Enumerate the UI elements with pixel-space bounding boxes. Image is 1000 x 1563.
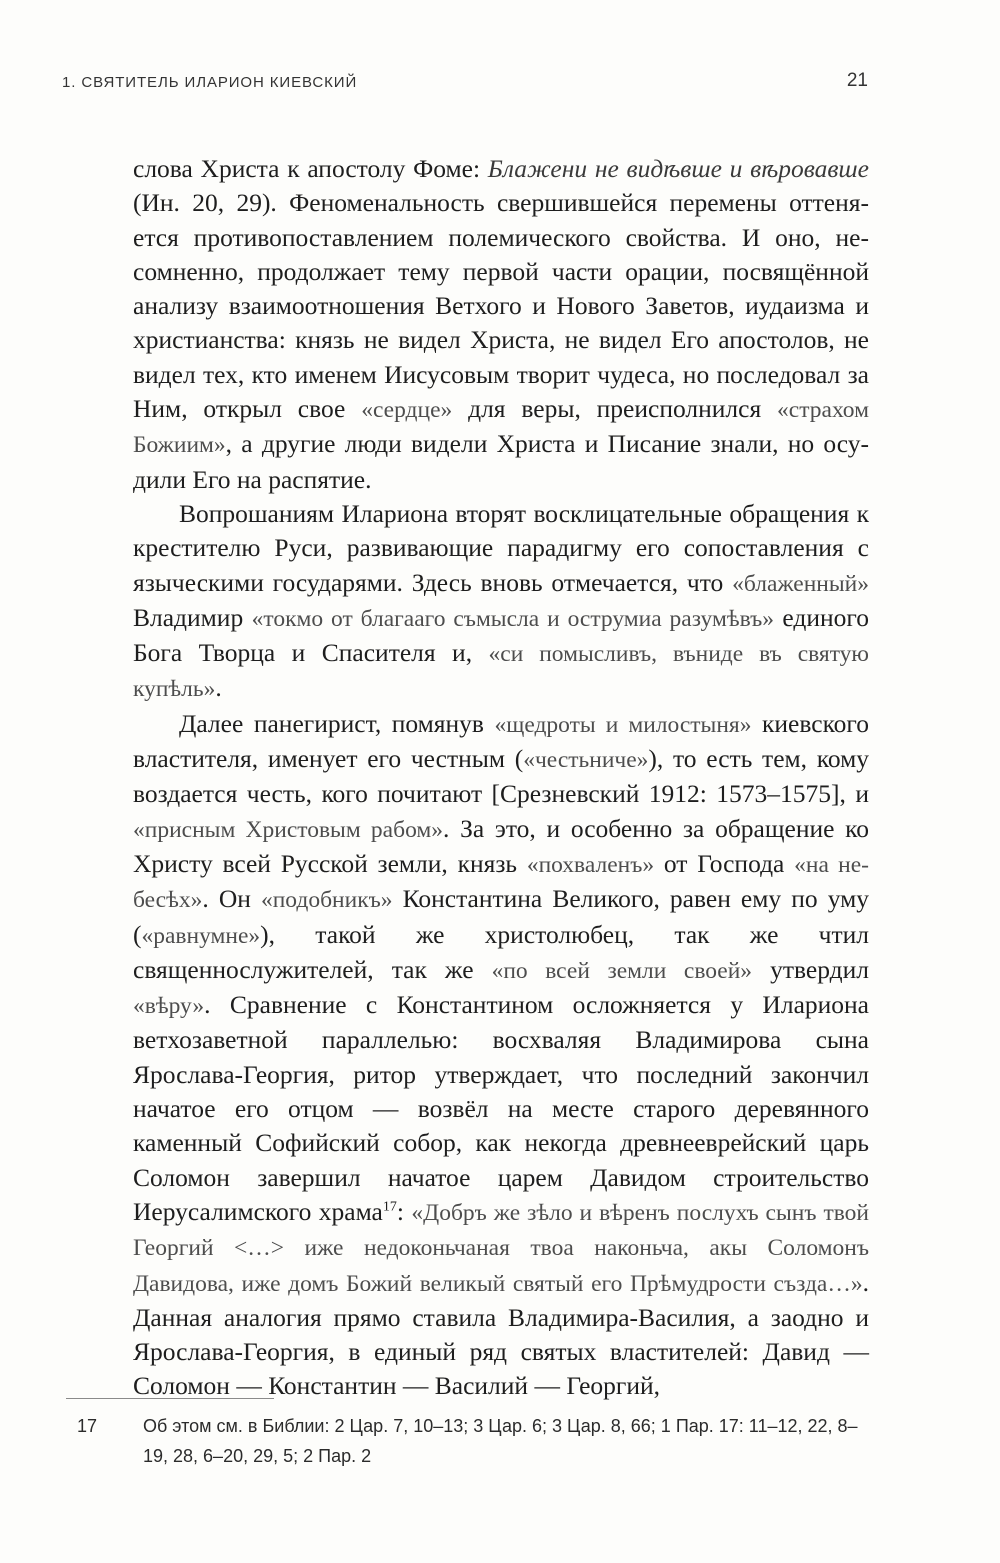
text-run: , а другие люди видели Христа и Писание знали, но осудили Его на распятие. (133, 429, 869, 494)
text-run: слова Христа к апостолу Фоме: (133, 154, 488, 183)
old-russian-quote: «похваленъ» (526, 851, 655, 878)
footnote-text: Об этом см. в Библии: 2 Цар. 7, 10–13; 3 Цар. 6; 3 Цар. 8, 66; 1 Пар. 17: 11–12, 22, 8–19, 28, 6–20, 29, 5; 2 Пар. 2 (143, 1416, 858, 1466)
old-russian-quote: «Добръ же зѣло и вѣренъ послухъ сынъ твой Георгий <…> иже недоконьчаная твоа наконьча, акы Соломонъ Давидова, иже домъ Божий великый святый его Прѣмудрости създа…» (133, 1199, 869, 1297)
text-run: Владимир (133, 602, 252, 632)
body-text (133, 152, 869, 1404)
text-run: . Данная аналогия прямо ставила Владимира-Василия, а заодно и Ярослава-Георгия, в единый ряд святых властителей: Давид — Соломон — Константин — Василий — Георгий, (133, 1267, 869, 1401)
old-russian-quote: «равнумне» (141, 922, 261, 949)
text-run: . Он (202, 884, 261, 914)
text-run: ), то есть тем, кому воздается честь, кого почитают [Срезневский 1912: 1573–1575], и (133, 744, 869, 809)
text-run: Далее панегирист, помянув (179, 708, 495, 738)
text-run: (Ин. 20, 29). Феноменальность свершившейся перемены оттеняется противопоставлением полемического свойства. И оно, несомненно, продолжает тему первой части орации, посвящённой анализу взаимоотношения Ветхого и Нового Заветов, иудаизма и христианства: князь не видел Христа, не видел Его апостолов, не видел тех, кто именем Иисусовым творит чудеса, но последовал за Ним, открыл свое (133, 188, 869, 424)
paragraph (133, 497, 869, 707)
text-run: от Господа (654, 848, 795, 878)
text-run: . За это, и особенно за обращение ко Христу всей Русской земли, князь (133, 813, 869, 878)
old-russian-quote: «честьниче» (523, 747, 649, 774)
text-run: киевского властителя, именует его честным ( (133, 708, 869, 774)
old-russian-quote: «вѣру» (133, 993, 205, 1020)
footnote-rule (66, 1398, 274, 1399)
old-russian-quote: «сердце» (361, 397, 453, 424)
running-head (62, 70, 868, 91)
text-run: . (215, 673, 222, 703)
text-run: : (396, 1196, 412, 1226)
text-run: единого Бога Творца и Спасителя и, (133, 602, 869, 668)
page-number: 21 (846, 70, 868, 91)
old-russian-quote: «подобникъ» (260, 887, 393, 914)
old-russian-quote: «по всей земли своей» (491, 957, 753, 984)
footnote-number: 17 (77, 1416, 98, 1436)
paragraph (133, 152, 869, 497)
old-russian-quote: «страхом Божиим» (133, 397, 869, 459)
old-russian-quote: «си помысливъ, въниде въ святую купѣль» (133, 641, 869, 703)
text-run: для веры, преисполнился (452, 394, 778, 424)
old-russian-quote: «токмо от благааго съмысла и острумиа разумѣвъ» (251, 605, 775, 632)
old-russian-quote: «присным Христовым рабом» (133, 816, 443, 843)
running-title: 1. СВЯТИТЕЛЬ ИЛАРИОН КИЕВСКИЙ (62, 74, 358, 91)
old-russian-quote: «блаженный» (732, 570, 869, 597)
text-run: Константина Великого, равен ему по уму ( (133, 884, 870, 949)
old-russian-quote: «на небесѣх» (133, 851, 869, 914)
paragraph (133, 707, 869, 1404)
text-run: . Сравнение с Константином осложняется у Илариона ветхозаветной параллелью: восхваляя Владимирова сына Ярослава-Георгия, ритор утверждает, что последний закончил начатое его отцом — возвёл на месте старого деревянного каменный Софийский собор, как некогда древнееврейский царь Соломон завершил начатое царем Давидом строительство Иерусалимского храма (133, 990, 869, 1226)
footnote-ref: 17 (382, 1199, 397, 1215)
text-run: ), такой же христолюбец, так же чтил священнослужителей, так же (133, 919, 869, 984)
footnote (77, 1411, 877, 1471)
old-russian-quote: «щедроты и милостыня» (494, 711, 752, 738)
text-run: утвердил (752, 954, 869, 984)
text-run: Вопрошаниям Илариона вторят восклицательные обращения к крестителю Руси, развивающие парадигму его сопоставления с языческими государями. Здесь вновь отмечается, что (133, 498, 869, 597)
italic-citation: Блажени не видѣвше и вѣровавше (487, 154, 869, 183)
